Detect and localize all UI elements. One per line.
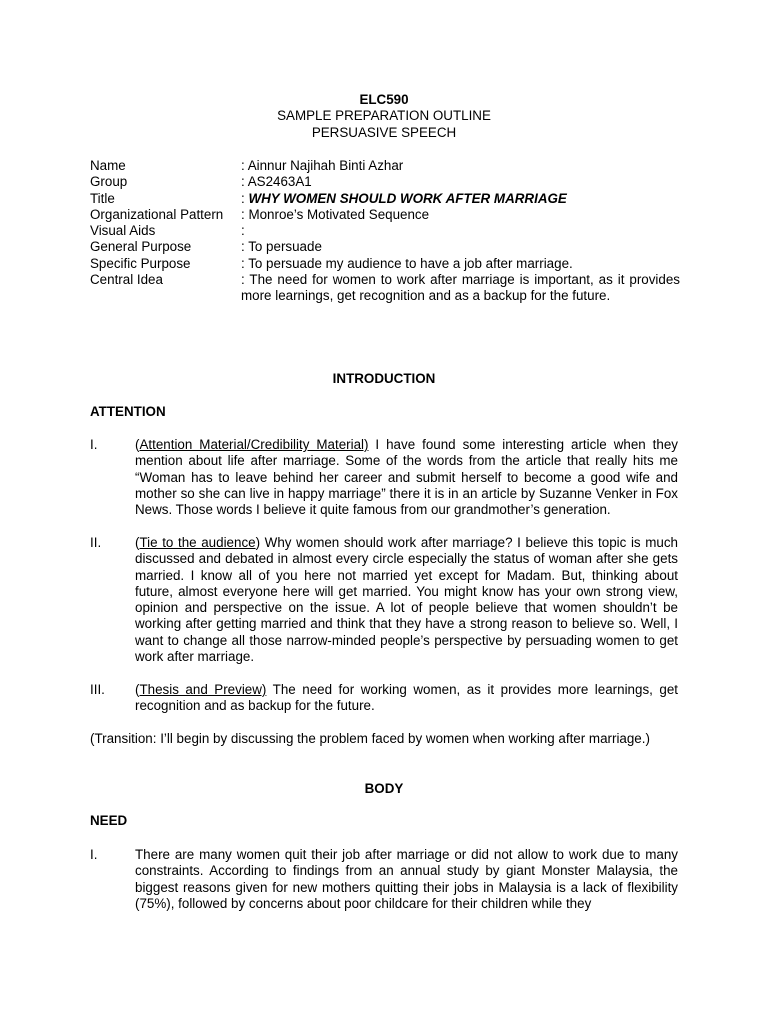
info-row-name <box>90 158 680 174</box>
info-row-pattern <box>90 207 680 223</box>
item-tag: Tie to the audience <box>139 535 256 550</box>
info-value: : The need for women to work after marriage is important, as it provides more learnings, get recognition and as a backup for the future. <box>241 272 680 304</box>
item-number: II. <box>90 535 102 550</box>
course-code: ELC590 <box>359 92 409 107</box>
transition-text: (Transition: I’ll begin by discussing the problem faced by women when working after marriage.) <box>90 731 650 746</box>
body-heading: BODY <box>364 781 404 796</box>
title-colon: : <box>241 190 249 206</box>
info-label: Name <box>90 158 126 173</box>
info-row-group <box>90 174 680 190</box>
item-open-paren: ( <box>135 437 140 452</box>
info-row-central-idea <box>90 272 680 305</box>
outline-title: SAMPLE PREPARATION OUTLINE <box>277 108 491 124</box>
info-value: : To persuade <box>241 239 322 255</box>
info-label: Organizational Pattern <box>90 206 224 222</box>
list-item <box>90 535 678 665</box>
need-heading: NEED <box>90 813 128 828</box>
info-label: Specific Purpose <box>90 255 191 271</box>
item-body: ) Why women should work after marriage? I believe this topic is much discussed and debated in almost every circle especially the status of woman after she gets married. I know all of you here not married yet except for Madam. But, thinking about future, almost everyone here will get married. You might know has your own strong view, opinion and perspective on the issue. A lot of people believe that women shouldn’t be working after getting married and think that they have a strong reason to believe so. Well, I want to change all those narrow-minded people’s perspective by persuading women to get work after marriage. <box>135 535 678 665</box>
info-label: Group <box>90 174 128 190</box>
item-text: There are many women quit their job after marriage or did not allow to work due to many constraints. According to findings from an annual study by giant Monster Malaysia, the biggest reasons given for new mothers quitting their jobs in Malaysia is a lack of flexibility (75%), followed by concerns about poor childcare for their children while they <box>135 847 678 911</box>
item-number: I. <box>90 437 98 452</box>
list-item <box>90 847 678 912</box>
info-row-visual-aids <box>90 223 680 239</box>
list-item <box>90 437 678 518</box>
introduction-heading: INTRODUCTION <box>332 371 436 386</box>
speech-info <box>90 158 680 305</box>
document-header <box>0 92 768 141</box>
item-tag: Attention Material/Credibility Material) <box>139 437 369 452</box>
info-row-specific-purpose <box>90 256 680 272</box>
item-number: III. <box>90 682 105 697</box>
info-row-general-purpose <box>90 239 680 255</box>
info-row-title <box>90 191 680 207</box>
info-value: : Monroe’s Motivated Sequence <box>241 206 430 222</box>
info-value <box>241 191 680 207</box>
item-body: I have found some interesting article when they mention about life after marriage. Some of the words from the article that really hits me “Woman has to leave behind her career and submit herself to become a good wife and mother so she can live in happy marriage” there it is in an article by Suzanne Venker in Fox News. Those words I believe it quite famous from our grandmother’s generation. <box>135 437 678 518</box>
item-text <box>135 682 678 715</box>
info-value: : <box>241 223 245 239</box>
info-value: : AS2463A1 <box>241 174 312 190</box>
item-open-paren: ( <box>135 535 140 550</box>
info-label: Central Idea <box>90 272 163 288</box>
item-text <box>135 535 678 665</box>
item-text <box>135 437 678 518</box>
item-tag: Thesis and Preview) <box>139 682 267 697</box>
speech-type: PERSUASIVE SPEECH <box>311 124 457 140</box>
item-open-paren: ( <box>135 682 140 697</box>
attention-heading: ATTENTION <box>90 404 166 419</box>
item-number: I. <box>90 847 98 862</box>
info-label: Visual Aids <box>90 223 156 239</box>
list-item <box>90 682 678 715</box>
info-label: Title <box>90 190 115 206</box>
info-value: : To persuade my audience to have a job after marriage. <box>241 255 573 271</box>
info-value: : Ainnur Najihah Binti Azhar <box>241 158 404 173</box>
speech-title: WHY WOMEN SHOULD WORK AFTER MARRIAGE <box>248 190 567 206</box>
info-label: General Purpose <box>90 239 192 255</box>
item-body: The need for working women, as it provides more learnings, get recognition and as backup for the future. <box>135 682 678 714</box>
